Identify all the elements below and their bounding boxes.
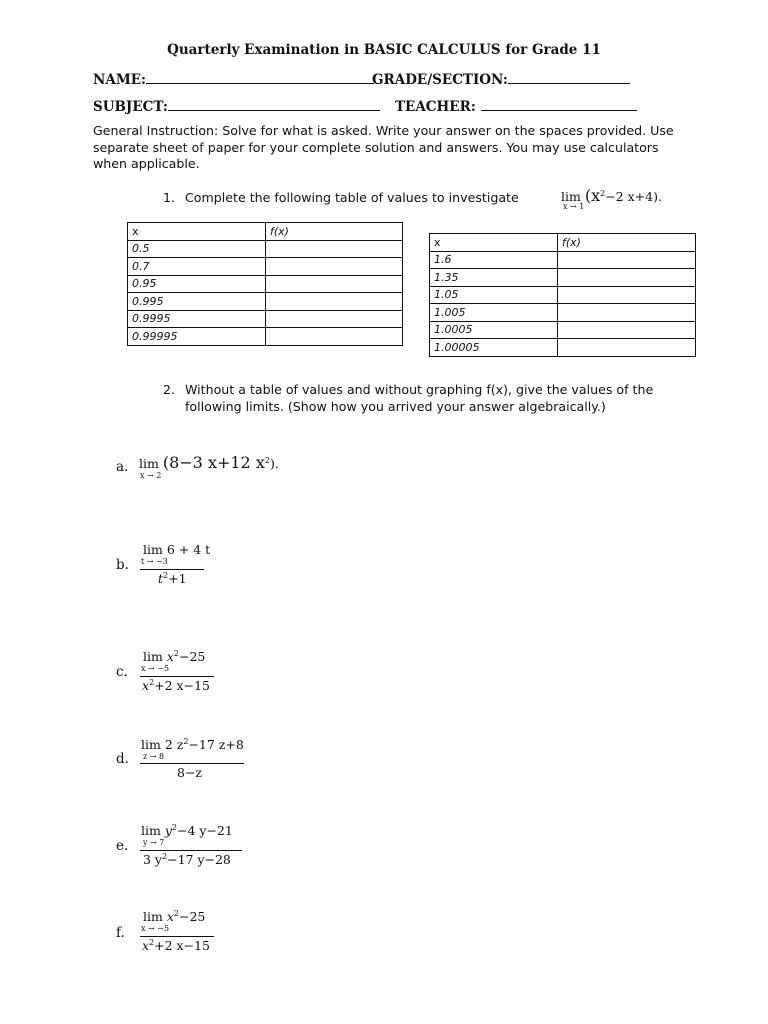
name-field[interactable] [93, 70, 374, 88]
table-row [430, 251, 696, 269]
item-f-exp: 2 [173, 909, 179, 918]
item-f-den-b: +2 x−15 [154, 938, 210, 954]
item-e-exp: 2 [171, 823, 177, 832]
item-e-den-b: −17 y−28 [167, 852, 231, 868]
answer-cell[interactable] [558, 339, 696, 357]
item-b-den-a: t [158, 571, 164, 587]
q1-limit-exp: 2 [600, 188, 606, 198]
answer-cell[interactable] [266, 293, 403, 311]
q1-limit-rest: −2 x+4). [605, 189, 662, 204]
q1-limit-word: lim [561, 189, 581, 204]
answer-cell[interactable] [558, 269, 696, 287]
answer-cell[interactable] [266, 240, 403, 258]
item-d-letter: d. [116, 751, 129, 767]
item-b-den-b: +1 [168, 571, 187, 587]
table-row [128, 240, 403, 258]
table-cell-x: 0.7 [128, 258, 266, 276]
table-row [128, 293, 403, 311]
name-blank[interactable] [146, 70, 374, 84]
grade-section-blank[interactable] [508, 70, 630, 84]
answer-cell[interactable] [558, 304, 696, 322]
q1-text: Complete the following table of values to investigate [185, 190, 519, 205]
table-right [429, 233, 696, 357]
grade-section-field[interactable] [372, 70, 630, 88]
exam-title: Quarterly Examination in BASIC CALCULUS for Grade 11 [167, 42, 601, 58]
table-cell-x: 1.05 [430, 286, 558, 304]
item-a-expression [139, 453, 279, 472]
item-c-num-a: x [166, 649, 174, 665]
item-c-denominator [142, 678, 210, 693]
item-a-expr-end: ). [269, 456, 279, 471]
table-left [127, 222, 403, 346]
item-c-fraction-bar [140, 676, 214, 677]
answer-cell[interactable] [558, 321, 696, 339]
q2-number: 2. [163, 382, 176, 397]
item-e-num-b: −4 y−21 [177, 823, 233, 839]
q1-limit-sub: x → 1 [563, 202, 585, 211]
item-a-sub: x → 2 [140, 471, 162, 480]
subject-blank[interactable] [168, 97, 380, 111]
item-c-sub: x → −5 [141, 664, 170, 673]
item-c-den-exp: 2 [149, 678, 155, 687]
item-f-denominator [142, 938, 210, 953]
item-b-numerator [143, 542, 210, 557]
item-d-denominator: 8−z [177, 765, 203, 780]
item-b-sub: t → −3 [141, 557, 168, 566]
item-f-fraction-bar [140, 936, 214, 937]
table-row [128, 328, 403, 346]
item-a-letter: a. [116, 459, 129, 475]
item-d-lim: lim [141, 737, 161, 753]
table-row [430, 339, 696, 357]
item-c-num-b: −25 [179, 649, 206, 665]
answer-cell[interactable] [558, 251, 696, 269]
item-c-den-b: +2 x−15 [154, 678, 210, 694]
table-cell-x: 0.95 [128, 275, 266, 293]
answer-cell[interactable] [266, 275, 403, 293]
item-e-denominator [143, 852, 231, 867]
item-a-exp: 2 [264, 455, 270, 465]
item-e-letter: e. [116, 838, 129, 854]
item-f-den-a: x [142, 938, 150, 954]
item-e-lim: lim [141, 823, 161, 839]
item-c-letter: c. [116, 664, 128, 680]
item-b-denominator [158, 571, 187, 586]
table-row [430, 304, 696, 322]
teacher-blank[interactable] [481, 97, 637, 111]
table-header-x: x [128, 223, 266, 241]
table-row [430, 269, 696, 287]
grade-section-label: GRADE/SECTION: [372, 72, 508, 88]
item-b-num: 6 + 4 t [166, 542, 211, 557]
item-f-sub: x → −5 [141, 924, 170, 933]
item-c-numerator [143, 649, 205, 664]
table-row [128, 275, 403, 293]
item-f-lim: lim [143, 909, 163, 925]
answer-cell[interactable] [266, 258, 403, 276]
item-e-sub: y → 7 [143, 838, 165, 847]
q1-number: 1. [163, 190, 176, 205]
table-cell-x: 1.005 [430, 304, 558, 322]
table-cell-x: 0.9995 [128, 310, 266, 328]
item-d-exp: 2 [183, 737, 189, 746]
q2-text: Without a table of values and without graphing f(x), give the values of the following limits. (Show how you arrived your answer algebraically.) [185, 382, 654, 414]
subject-label: SUBJECT: [93, 99, 168, 115]
item-e-num-a: y [164, 823, 172, 839]
q1-limit-open: (x [584, 186, 601, 205]
teacher-field[interactable] [395, 97, 637, 115]
table-cell-x: 0.5 [128, 240, 266, 258]
subject-field[interactable] [93, 97, 380, 115]
item-a-expr: (8−3 x+12 x [162, 453, 265, 472]
item-d-num-a: 2 z [164, 737, 184, 753]
item-f-num-b: −25 [179, 909, 206, 925]
table-cell-x: 0.995 [128, 293, 266, 311]
answer-cell[interactable] [266, 310, 403, 328]
item-f-letter: f. [116, 925, 125, 941]
general-instruction: General Instruction: Solve for what is asked. Write your answer on the spaces provided. Use separate sheet of paper for your complete solution and answers. You may use calculators when applicable. [93, 123, 674, 171]
answer-cell[interactable] [558, 286, 696, 304]
table-cell-x: 1.00005 [430, 339, 558, 357]
item-e-den-a: 3 y [143, 852, 162, 868]
item-f-numerator [143, 909, 205, 924]
item-d-numerator [141, 737, 244, 752]
item-b-letter: b. [116, 557, 129, 573]
table-cell-x: 0.99995 [128, 328, 266, 346]
item-f-num-a: x [166, 909, 174, 925]
item-f-den-exp: 2 [149, 938, 155, 947]
table-header-x: x [430, 234, 558, 252]
item-a-lim: lim [139, 456, 159, 471]
item-e-numerator [141, 823, 233, 838]
item-e-fraction-bar [140, 850, 242, 851]
name-label: NAME: [93, 72, 147, 88]
teacher-label: TEACHER: [395, 99, 476, 115]
item-d-fraction-bar [140, 763, 244, 764]
item-c-den-a: x [142, 678, 150, 694]
table-row [128, 258, 403, 276]
item-d-num-b: −17 z+8 [188, 737, 244, 753]
table-cell-x: 1.6 [430, 251, 558, 269]
table-row [430, 321, 696, 339]
item-e-den-exp: 2 [162, 852, 168, 861]
item-c-exp: 2 [173, 649, 179, 658]
table-row [430, 286, 696, 304]
item-b-lim: lim [143, 542, 163, 557]
answer-cell[interactable] [266, 328, 403, 346]
item-c-lim: lim [143, 649, 163, 665]
table-row [128, 223, 403, 241]
item-b-exp: 2 [163, 571, 169, 580]
table-row [430, 234, 696, 252]
table-header-fx: f(x) [558, 234, 696, 252]
table-header-fx: f(x) [266, 223, 403, 241]
item-b-fraction-bar [140, 569, 204, 570]
item-d-sub: z → 8 [143, 752, 165, 761]
table-cell-x: 1.35 [430, 269, 558, 287]
table-cell-x: 1.0005 [430, 321, 558, 339]
table-row [128, 310, 403, 328]
